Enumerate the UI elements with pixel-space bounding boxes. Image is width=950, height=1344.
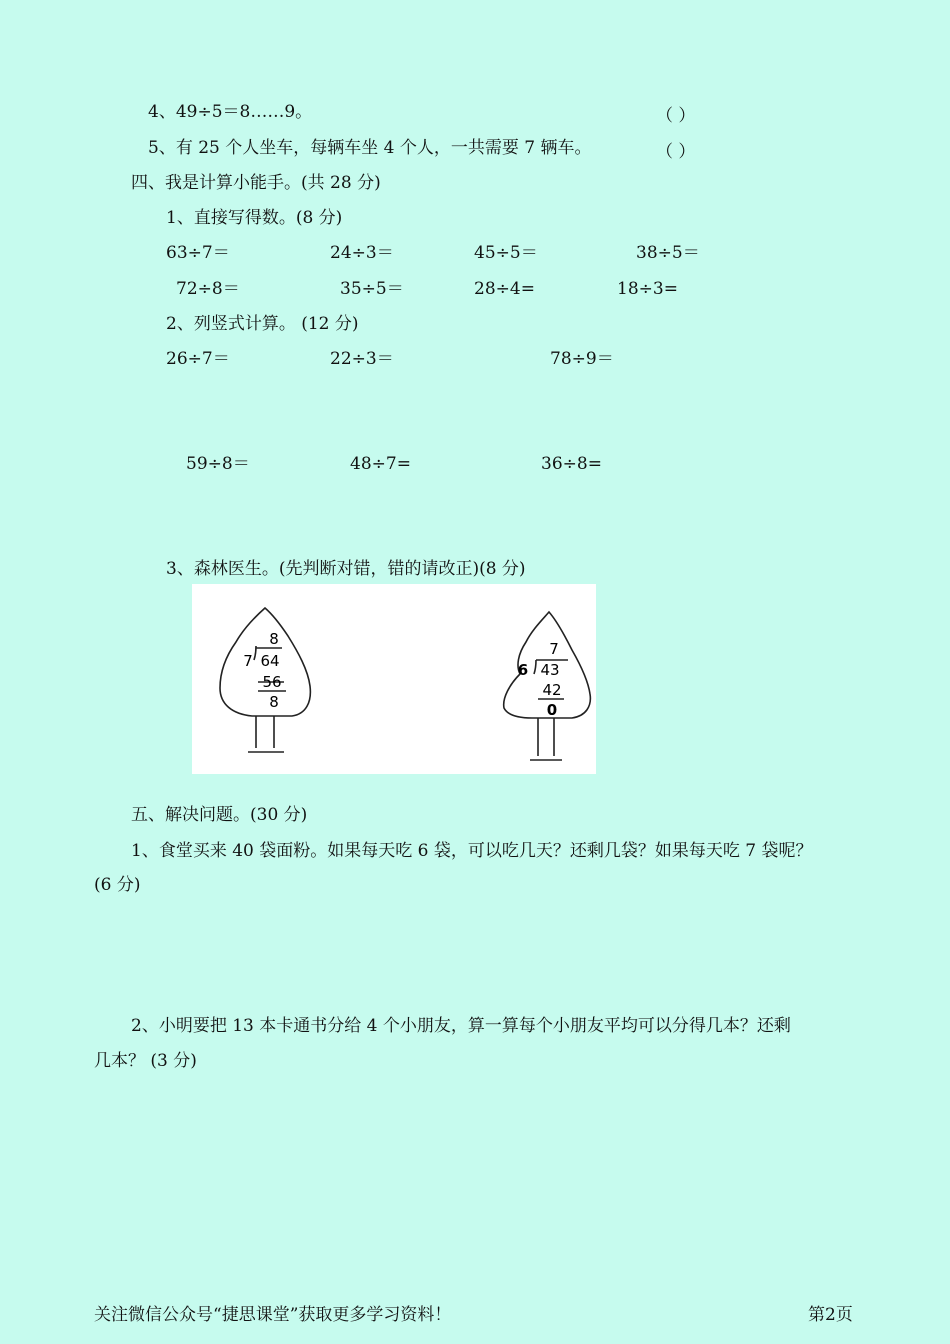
tree2-dividend: 43 (540, 661, 560, 679)
oral-calc-item: 18÷3= (617, 279, 678, 299)
tree2-divisor: 6 (517, 661, 529, 679)
section5-title: 五、解决问题。(30 分) (131, 805, 308, 825)
vertical-calc-item: 48÷7= (350, 454, 411, 474)
footer-promo: 关注微信公众号“捷思课堂”获取更多学习资料！ (94, 1305, 452, 1325)
oral-calc-item: 63÷7＝ (166, 243, 230, 263)
part2-title: 2、列竖式计算。 (12 分) (166, 314, 359, 334)
judgment-q5: 5、有 25 个人坐车，每辆车坐 4 个人，一共需要 7 辆车。 (148, 138, 592, 158)
tree2-remainder: 0 (546, 701, 558, 719)
tree1-remainder: 8 (269, 693, 279, 711)
vertical-calc-item: 26÷7＝ (166, 349, 230, 369)
vertical-calc-item: 36÷8= (541, 454, 602, 474)
oral-calc-item: 24÷3＝ (330, 243, 394, 263)
forest-doctor-figure (192, 584, 596, 774)
vertical-calc-item: 78÷9＝ (550, 349, 614, 369)
part1-title: 1、直接写得数。(8 分) (166, 208, 343, 228)
tree1-product: 56 (262, 673, 282, 691)
tree2-product: 42 (542, 681, 562, 699)
judgment-q5-answer-blank[interactable]: （ ） (656, 142, 696, 162)
vertical-calc-item: 22÷3＝ (330, 349, 394, 369)
tree1-divisor: 7 (243, 652, 253, 670)
oral-calc-item: 45÷5＝ (474, 243, 538, 263)
tree1-quotient: 8 (269, 630, 279, 648)
oral-calc-item: 38÷5＝ (636, 243, 700, 263)
word-problem-2: 2、小明要把 13 本卡通书分给 4 个小朋友，算一算每个小朋友平均可以分得几本？还剩 (131, 1016, 791, 1036)
word-problem-1-score: (6 分) (94, 875, 141, 895)
word-problem-2-cont: 几本？ (3 分) (94, 1051, 197, 1071)
oral-calc-item: 28÷4= (474, 279, 535, 299)
vertical-calc-item: 59÷8＝ (186, 454, 250, 474)
tree1-dividend: 64 (260, 652, 280, 670)
judgment-q4-answer-blank[interactable]: （ ） (656, 106, 696, 126)
part3-title: 3、森林医生。(先判断对错，错的请改正)(8 分) (166, 559, 526, 579)
trees-illustration (192, 584, 596, 774)
oral-calc-item: 35÷5＝ (340, 279, 404, 299)
word-problem-1: 1、食堂买来 40 袋面粉。如果每天吃 6 袋，可以吃几天？还剩几袋？如果每天吃 7 袋呢？ (131, 841, 813, 861)
page-number: 第2页 (808, 1305, 853, 1325)
section4-title: 四、我是计算小能手。(共 28 分) (131, 173, 381, 193)
tree2-quotient: 7 (549, 640, 559, 658)
judgment-q4: 4、49÷5＝8……9。 (148, 102, 313, 122)
oral-calc-item: 72÷8＝ (176, 279, 240, 299)
